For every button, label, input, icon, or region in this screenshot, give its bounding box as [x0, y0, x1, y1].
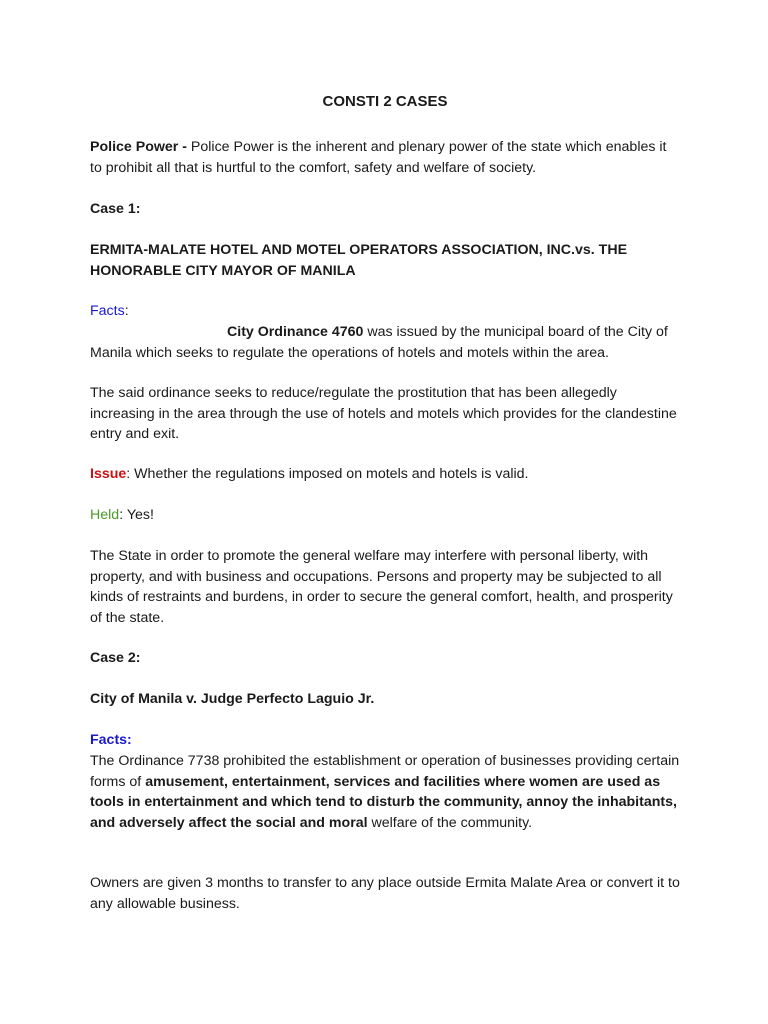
case1-facts-colon: :	[124, 303, 129, 319]
police-power-label: Police Power -	[90, 139, 187, 155]
case2-facts-label: Facts:	[90, 732, 132, 748]
case2-heading: Case 2:	[90, 650, 141, 666]
document-title: CONSTI 2 CASES	[322, 93, 448, 110]
case2-facts-intro: The Ordinance 7738 prohibited the establishment or operation of businesses providing certain forms of	[90, 753, 680, 790]
case2-name: City of Manila v. Judge Perfecto Laguio Jr.	[90, 691, 375, 707]
case2-owners-para: Owners are given 3 months to transfer to any place outside Ermita Malate Area or convert it to any allowable business.	[90, 875, 680, 912]
case1-held	[90, 505, 680, 526]
case1-held-text: : Yes!	[119, 507, 154, 523]
case1-facts-para2: The said ordinance seeks to reduce/regulate the prostitution that has been allegedly increasing in the area through the use of hotels and motels which provides for the clandestine entry and exit.	[90, 385, 677, 442]
case2-facts-bold: amusement, entertainment, services and facilities where women are used as tools in entertainment and which tend to disturb the community, annoy the inhabitants, and adversely affect the social and moral	[90, 773, 677, 831]
case1-heading: Case 1:	[90, 201, 141, 217]
case1-facts-label: Facts	[90, 303, 125, 319]
case1-issue-label: Issue	[90, 466, 127, 482]
case1-facts-para1-text	[90, 322, 680, 363]
case1-facts-text: was issued by the municipal board of the City of Manila which seeks to regulate the operations of hotels and motels within the area.	[90, 324, 668, 361]
case1-ordinance: City Ordinance 4760	[227, 324, 364, 340]
police-power-text: Police Power is the inherent and plenary power of the state which enables it to prohibit all that is hurtful to the comfort, safety and welfare of society.	[90, 139, 667, 176]
case2-facts-para	[90, 751, 680, 833]
case1-facts-heading	[90, 301, 680, 322]
case1-name: ERMITA-MALATE HOTEL AND MOTEL OPERATORS ASSOCIATION, INC.vs. THE HONORABLE CITY MAYOR OF MANILA	[90, 242, 628, 279]
case2-facts-end: welfare of the community.	[367, 814, 533, 831]
case1-issue	[90, 464, 680, 485]
case1-held-para: The State in order to promote the general welfare may interfere with personal liberty, with property, and with business and occupations. Persons and property may be subjected to all kinds of restraints and burdens, in order to secure the general comfort, health, and prosperity of the state.	[90, 548, 673, 626]
case1-held-label: Held	[90, 507, 120, 523]
police-power-definition	[90, 137, 680, 178]
case1-issue-text: : Whether the regulations imposed on motels and hotels is valid.	[126, 466, 529, 482]
